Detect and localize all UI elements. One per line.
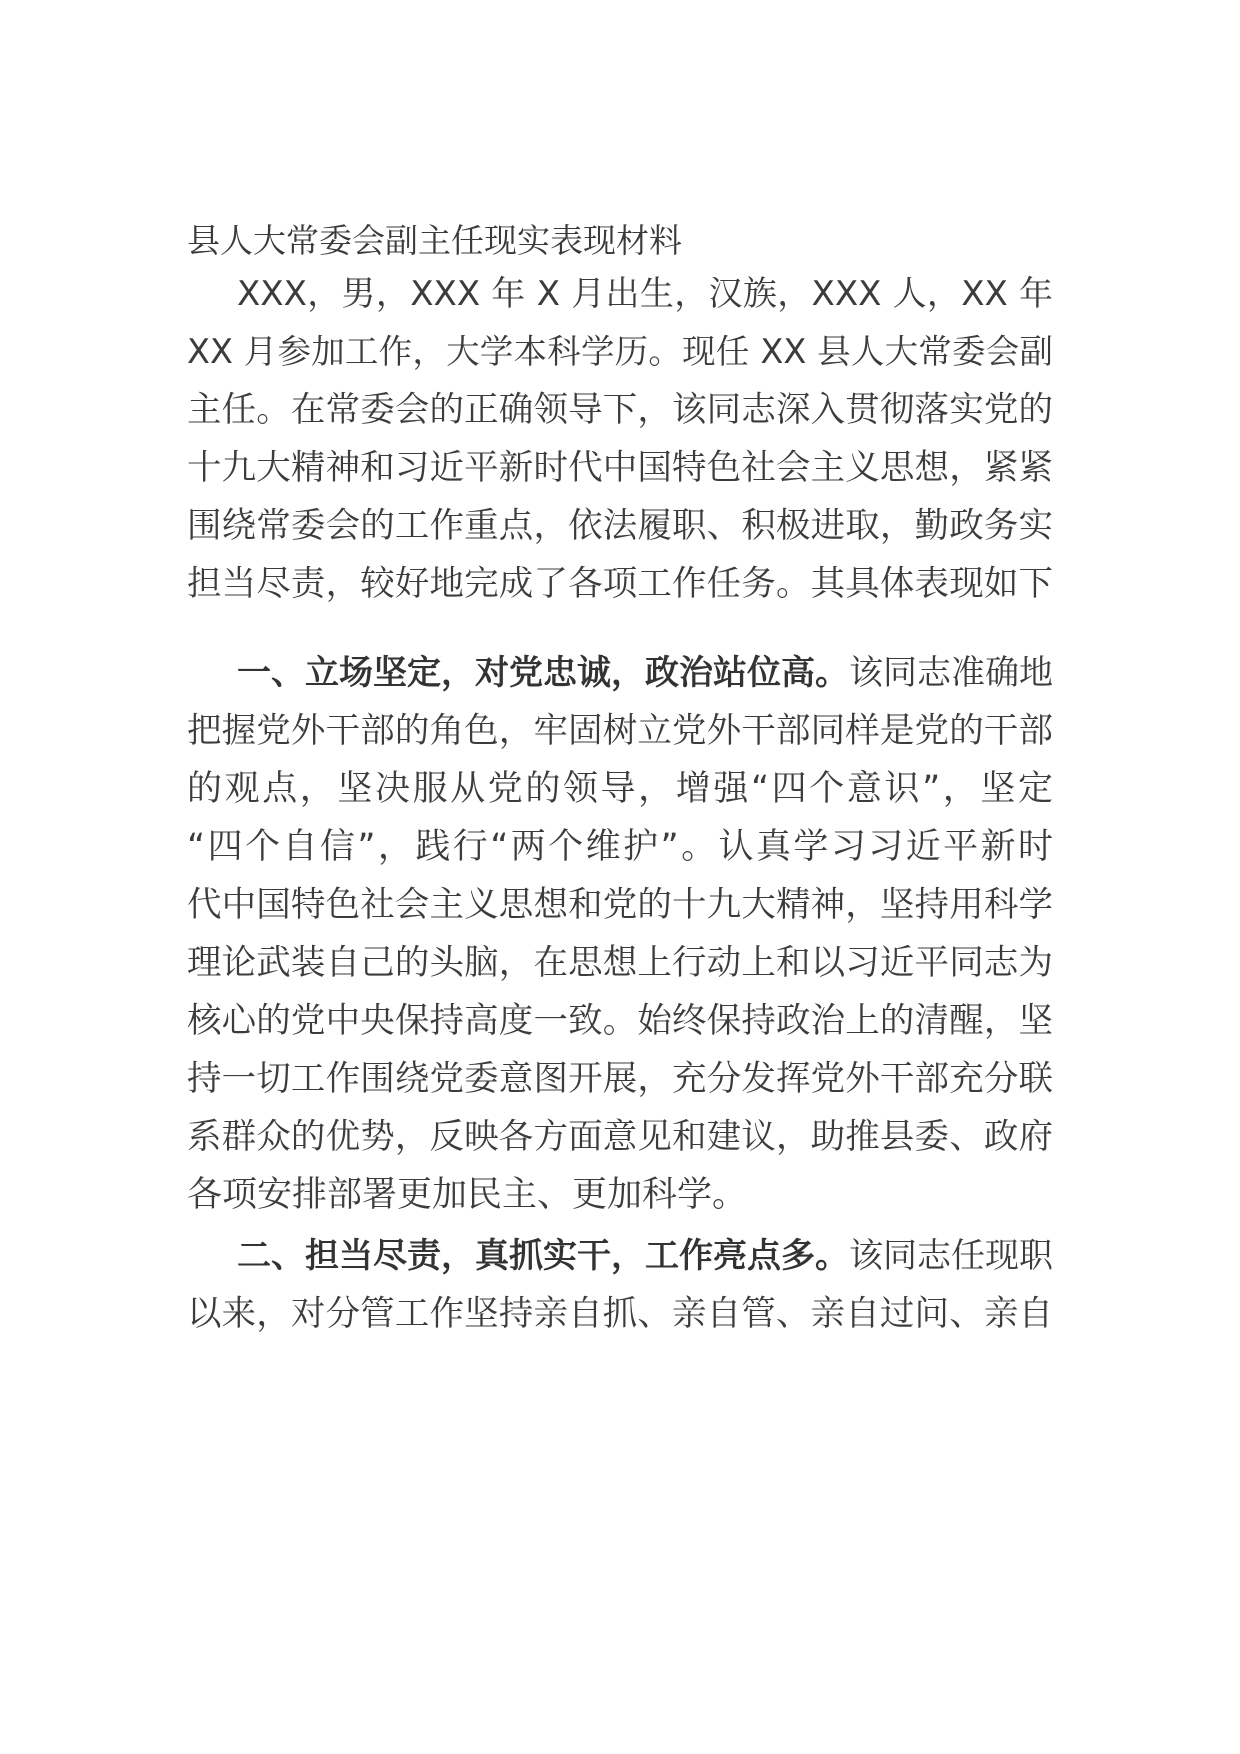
section-1-line: 把握党外干部的角色，牢固树立党外干部同样是党的干部 <box>187 711 1053 751</box>
section-2-first-line <box>237 1231 1053 1281</box>
section-2-text: 该同志任现职 <box>849 1236 1053 1276</box>
section-1-line: 的观点，坚决服从党的领导，增强“四个意识”，坚定 <box>187 769 1053 809</box>
intro-line: 围绕常委会的工作重点，依法履职、积极进取，勤政务实 <box>187 506 1053 546</box>
section-1-line: 代中国特色社会主义思想和党的十九大精神，坚持用科学 <box>187 885 1053 925</box>
section-1-line: 持一切工作围绕党委意图开展，充分发挥党外干部充分联 <box>187 1059 1053 1099</box>
section-1-line: 各项安排部署更加民主、更加科学。 <box>187 1175 748 1215</box>
section-1-first-line <box>237 648 1053 698</box>
intro-line: XX 月参加工作，大学本科学历。现任 XX 县人大常委会副 <box>187 332 1053 371</box>
section-2-heading: 二、担当尽责，真抓实干，工作亮点多。 <box>237 1236 849 1276</box>
section-1-line: 理论武装自己的头脑，在思想上行动上和以习近平同志为 <box>187 943 1053 983</box>
section-1-line: 核心的党中央保持高度一致。始终保持政治上的清醒，坚 <box>187 1001 1053 1041</box>
intro-line: 十九大精神和习近平新时代中国特色社会主义思想，紧紧 <box>187 448 1053 488</box>
document-title: 县人大常委会副主任现实表现材料 <box>187 221 682 260</box>
section-1-line: “四个自信”，践行“两个维护”。认真学习习近平新时 <box>187 827 1053 867</box>
intro-line: 主任。在常委会的正确领导下，该同志深入贯彻落实党的 <box>187 390 1053 430</box>
intro-line: 担当尽责，较好地完成了各项工作任务。其具体表现如下 <box>187 564 1053 604</box>
section-1-text: 该同志准确地 <box>849 653 1053 693</box>
section-1-line: 系群众的优势，反映各方面意见和建议，助推县委、政府 <box>187 1117 1053 1157</box>
section-2-line: 以来，对分管工作坚持亲自抓、亲自管、亲自过问、亲自 <box>187 1294 1053 1334</box>
section-1-heading: 一、立场坚定，对党忠诚，政治站位高。 <box>237 653 849 693</box>
intro-line: XXX，男，XXX 年 X 月出生，汉族，XXX 人，XX 年 <box>237 274 1053 314</box>
